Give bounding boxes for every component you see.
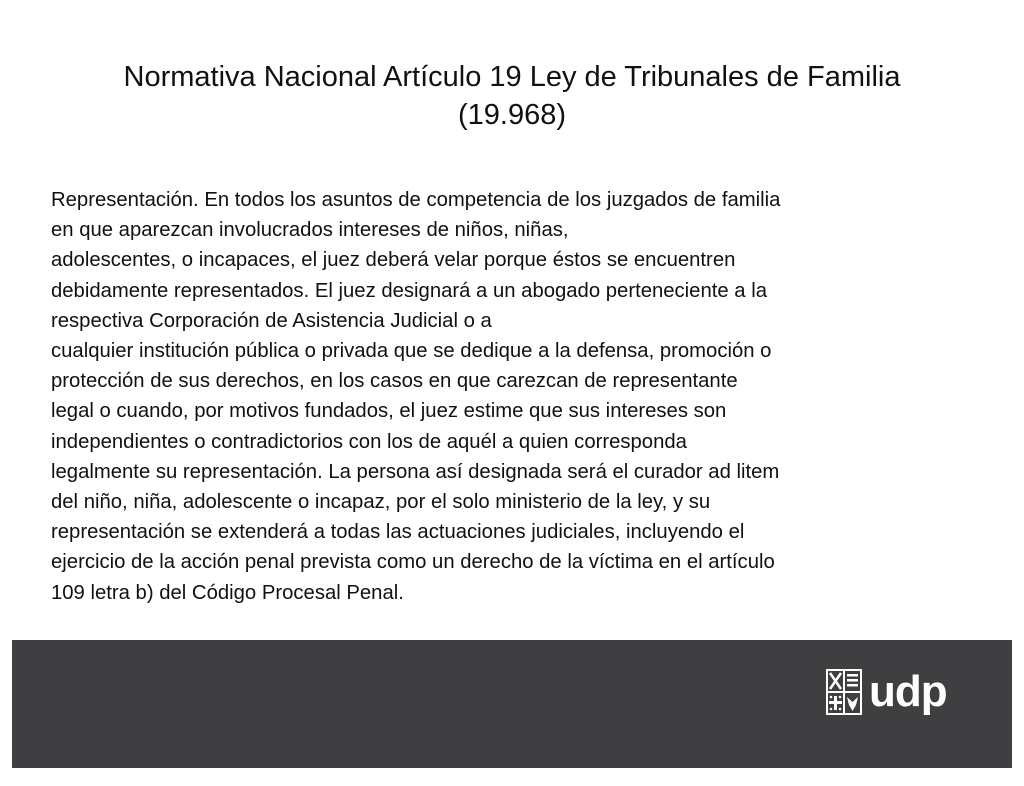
article-text-line: del niño, niña, adolescente o incapaz, por el solo ministerio de la ley, y su (51, 491, 711, 514)
article-text-line: cualquier institución pública o privada que se dedique a la defensa, promoción o (51, 340, 772, 363)
article-text-line: en que aparezcan involucrados intereses de niños, niñas, (51, 219, 569, 242)
article-text-line: 109 letra b) del Código Procesal Penal. (51, 581, 404, 604)
udp-logo (825, 668, 947, 716)
article-text-line: legal o cuando, por motivos fundados, el juez estime que sus intereses son (51, 400, 727, 423)
article-text-line: representación se extenderá a todas las actuaciones judiciales, incluyendo el (51, 521, 745, 544)
article-text-line: Representación. En todos los asuntos de competencia de los juzgados de familia (51, 189, 781, 211)
slide-title-line-1: Normativa Nacional Artículo 19 Ley de Tribunales de Familia (123, 61, 901, 93)
article-text-line: legalmente su representación. La persona así designada será el curador ad litem (51, 460, 780, 483)
article-text-line: ejercicio de la acción penal prevista como un derecho de la víctima en el artículo (51, 551, 775, 574)
article-text-line: debidamente representados. El juez designará a un abogado perteneciente a la (51, 279, 767, 302)
article-text (51, 185, 981, 608)
article-text-line: adolescentes, o incapaces, el juez deberá velar porque éstos se encuentren (51, 249, 736, 272)
article-text-line: protección de sus derechos, en los casos en que carezcan de representante (51, 370, 738, 393)
udp-logo-text: udp (869, 667, 947, 716)
slide-title-line-2: (19.968) (457, 99, 566, 131)
slide-title (40, 58, 984, 134)
university-crest-icon (825, 668, 863, 716)
article-text-line: independientes o contradictorios con los de aquél a quien corresponda (51, 430, 687, 453)
article-text-line: respectiva Corporación de Asistencia Judicial o a (51, 309, 492, 332)
